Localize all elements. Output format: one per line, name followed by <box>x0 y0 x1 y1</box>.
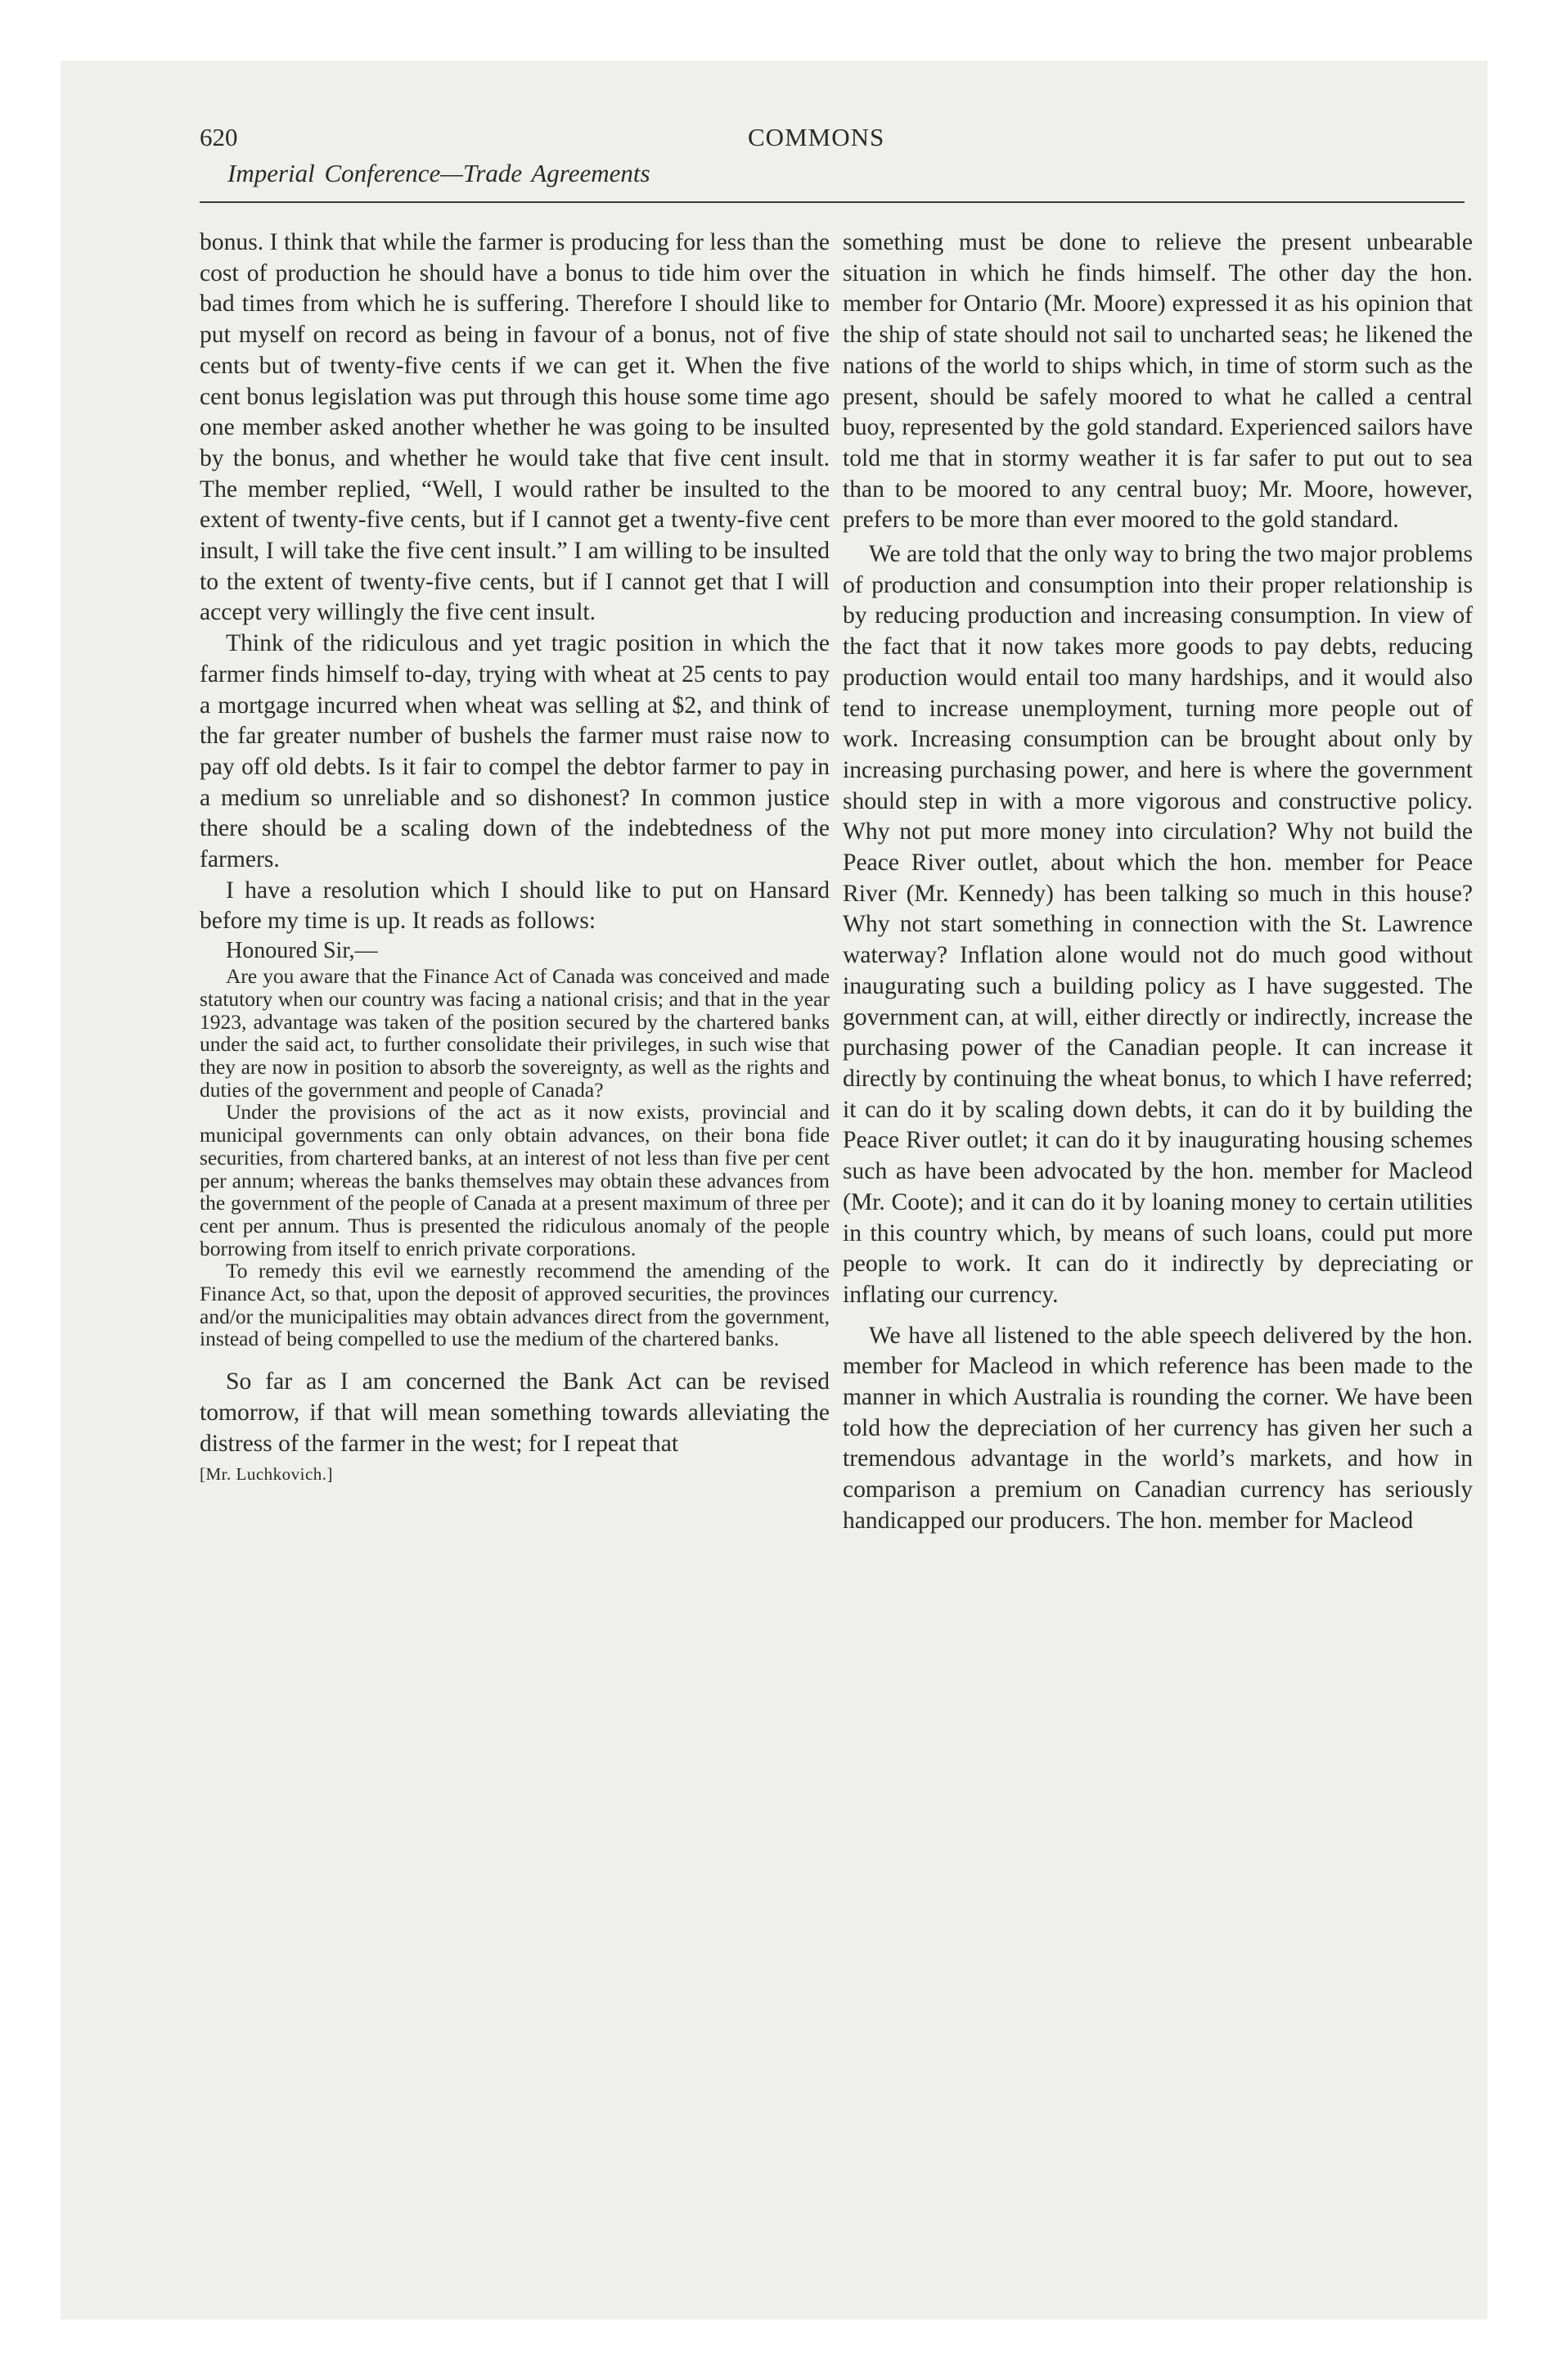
paragraph: We are told that the only way to bring the two major problems of production and consumption into their proper relationship is by reducing production and increasing consumption. In view of the fact that it now takes more goods to pay debts, reducing production would entail too many hardships, and it would also tend to increase unemployment, turning more people out of work. Increasing consumption can be brought about only by increasing purchasing power, and here is where the government should step in with a more vigorous and constructive policy. Why not put more money into circulation? Why not build the Peace River outlet, about which the hon. member for Peace River (Mr. Kennedy) has been talking so much in this house? Why not start something in connection with the St. Lawrence waterway? Inflation alone would not do much good without inaugurating such a building policy as I have suggested. The government can, at will, either directly or indirectly, increase the purchasing power of the Canadian people. It can increase it directly by continuing the wheat bonus, to which I have referred; it can do it by scaling down debts, it can do it by building the Peace River outlet; it can do it by inaugurating housing schemes such as have been advocated by the hon. member for Macleod (Mr. Coote); and it can do it by loaning money to certain utilities in this country which, by means of such loans, could put more people to work. It can do it indirectly by depreciating or inflating our currency. <box>843 541 1473 1308</box>
section-title: COMMONS <box>748 123 885 151</box>
page-header <box>200 123 1460 156</box>
quote-salutation: Honoured Sir,— <box>226 938 378 964</box>
speaker-tag: [Mr. Luchkovich.] <box>200 1464 334 1485</box>
quote-paragraph: Under the provisions of the act as it now exists, provincial and municipal governments can only obtain advances, on their bona fide securities, from chartered banks, at an interest of not less than five per cent per annum; whereas the banks themselves may obtain these advances from the government of the people of Canada at a present maximum of three per cent per annum. Thus is presented the ridiculous anomaly of the people borrowing from itself to enrich private corporations. <box>200 1100 830 1260</box>
paragraph: I have a resolution which I should like to put on Hansard before my time is up. It reads as follows: <box>200 877 830 935</box>
hansard-page <box>200 123 1473 2300</box>
paragraph: So far as I am concerned the Bank Act can be revised tomorrow, if that will mean something towards alleviating the distress of the farmer in the west; for I repeat that <box>200 1368 830 1457</box>
left-column <box>200 228 830 1485</box>
paragraph: something must be done to relieve the present unbearable situation in which he finds himself. The other day the hon. member for Ontario (Mr. Moore) expressed it as his opinion that the ship of state should not sail to uncharted seas; he likened the nations of the world to ships which, in time of storm such as the present, should be safely moored to what he called a central buoy, represented by the gold standard. Experienced sailors have told me that in stormy weather it is far safer to put out to sea than to be moored to any central buoy; Mr. Moore, however, prefers to be more than ever moored to the gold standard. <box>843 229 1473 534</box>
running-head: Imperial Conference—Trade Agreements <box>227 159 650 187</box>
right-column <box>843 228 1473 1537</box>
paragraph: Think of the ridiculous and yet tragic position in which the farmer finds himself to-day, trying with wheat at 25 cents to pay a mortgage incurred when wheat was selling at $2, and think of the far greater number of bushels the farmer must raise now to pay off old debts. Is it fair to compel the debtor farmer to pay in a medium so unreliable and so dishonest? In common justice there should be a scaling down of the indebtedness of the farmers. <box>200 630 830 873</box>
quote-paragraph: To remedy this evil we earnestly recommend the amending of the Finance Act, so that, upon the deposit of approved securities, the provinces and/or the municipalities may obtain advances direct from the government, instead of being compelled to use the medium of the chartered banks. <box>200 1259 830 1351</box>
header-rule <box>200 201 1465 203</box>
quote-paragraph: Are you aware that the Finance Act of Canada was conceived and made statutory when our country was facing a national crisis; and that in the year 1923, advantage was taken of the position secured by the chartered banks under the said act, to further consolidate their privileges, in such wise that they are now in position to absorb the sovereignty, as well as the rights and duties of the government and people of Canada? <box>200 964 830 1102</box>
quoted-resolution <box>200 965 830 1350</box>
paragraph: bonus. I think that while the farmer is producing for less than the cost of production he should have a bonus to tide him over the bad times from which he is suffering. Therefore I should like to put myself on record as being in favour of a bonus, not of five cents but of twenty-five cents if we can get it. When the five cent bonus legislation was put through this house some time ago one member asked another whether he was going to be insulted by the bonus, and whether he would take that five cent insult. The member replied, “Well, I would rather be insulted to the extent of twenty-five cents, but if I cannot get a twenty-five cent insult, I will take the five cent insult.” I am willing to be insulted to the extent of twenty-five cents, but if I cannot get that I will accept very willingly the five cent insult. <box>200 229 830 626</box>
paragraph: We have all listened to the able speech delivered by the hon. member for Macleod in which reference has been made to the manner in which Australia is rounding the corner. We have been told how the depreciation of her currency has given her such a tremendous advantage in the world’s markets, and how in comparison a premium on Canadian currency has seriously handicapped our producers. The hon. member for Macleod <box>843 1322 1473 1534</box>
page-number: 620 <box>200 123 238 151</box>
